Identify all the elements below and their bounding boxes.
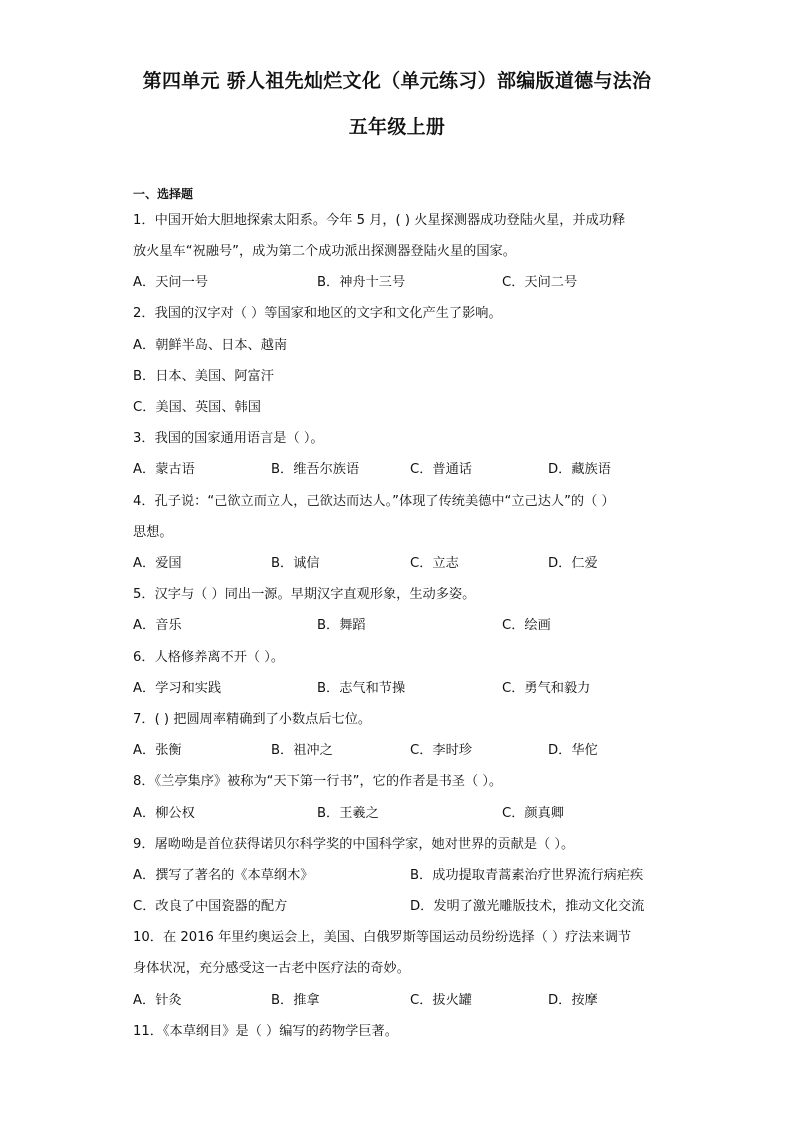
question-8-text: 8．《兰亭集序》被称为“天下第一行书”，它的作者是书圣（ ）。 <box>133 774 503 789</box>
question-7-option-a: A．张衡 <box>133 743 182 758</box>
question-10-option-b: B．推拿 <box>271 993 320 1008</box>
question-1-option-b: B．神舟十三号 <box>317 275 406 290</box>
question-4-text-line1: 4．孔子说：“己欲立而立人，己欲达而达人。”体现了传统美德中“立己达人”的（ ） <box>133 494 615 509</box>
question-9-option-c: C．改良了中国瓷器的配方 <box>133 899 288 914</box>
question-5-option-c: C．绘画 <box>502 618 551 633</box>
question-6-option-b: B．志气和节操 <box>317 681 406 696</box>
question-4-option-d: D．仁爱 <box>548 556 598 571</box>
question-1-text-line1: 1．中国开始大胆地探索太阳系。今年 5 月，( ) 火星探测器成功登陆火星，并成功释 <box>133 213 626 228</box>
question-2-option-b: B．日本、美国、阿富汗 <box>133 369 274 384</box>
question-8-option-b: B．王羲之 <box>317 806 379 821</box>
question-10-option-a: A．针灸 <box>133 993 182 1008</box>
question-3-option-b: B．维吾尔族语 <box>271 462 360 477</box>
question-6-option-c: C．勇气和毅力 <box>502 681 591 696</box>
question-8-option-c: C．颜真卿 <box>502 806 564 821</box>
question-2-option-a: A．朝鲜半岛、日本、越南 <box>133 338 288 353</box>
question-6-option-a: A．学习和实践 <box>133 681 222 696</box>
question-4-text-line2: 思想。 <box>133 525 173 540</box>
question-4-option-b: B．诚信 <box>271 556 320 571</box>
question-7-option-d: D．华佗 <box>548 743 598 758</box>
question-5-option-a: A．音乐 <box>133 618 182 633</box>
question-5-text: 5．汉字与（ ）同出一源。早期汉字直观形象，生动多姿。 <box>133 587 476 602</box>
question-10-option-d: D．按摩 <box>548 993 598 1008</box>
question-2-text: 2．我国的汉字对（ ）等国家和地区的文字和文化产生了影响。 <box>133 306 502 321</box>
question-10-option-c: C．拔火罐 <box>410 993 472 1008</box>
question-2-option-c: C．美国、英国、韩国 <box>133 400 261 415</box>
question-3-option-c: C．普通话 <box>410 462 472 477</box>
question-3-option-a: A．蒙古语 <box>133 462 195 477</box>
question-4-option-c: C．立志 <box>410 556 459 571</box>
question-10-text-line2: 身体状况，充分感受这一古老中医疗法的奇妙。 <box>133 961 410 976</box>
section-heading: 一、选择题 <box>133 187 194 201</box>
question-7-option-c: C．李时珍 <box>410 743 472 758</box>
page-subtitle: 五年级上册 <box>348 116 446 138</box>
question-9-option-b: B．成功提取青蒿素治疗世界流行病疟疾 <box>410 868 644 883</box>
question-5-option-b: B．舞蹈 <box>317 618 366 633</box>
question-9-option-d: D．发明了激光雕版技术，推动文化交流 <box>410 899 645 914</box>
question-6-text: 6．人格修养离不开（ ）。 <box>133 650 285 665</box>
question-1-text-line2: 放火星车“祝融号”，成为第二个成功派出探测器登陆火星的国家。 <box>133 244 516 259</box>
question-3-text: 3．我国的国家通用语言是（ ）。 <box>133 431 324 446</box>
question-9-option-a: A．撰写了著名的《本草纲木》 <box>133 868 314 883</box>
question-7-option-b: B．祖冲之 <box>271 743 333 758</box>
question-1-option-c: C．天问二号 <box>502 275 578 290</box>
question-4-option-a: A．爱国 <box>133 556 182 571</box>
question-8-option-a: A．柳公权 <box>133 806 195 821</box>
question-9-text: 9．屠呦呦是首位获得诺贝尔科学奖的中国科学家，她对世界的贡献是（ ）。 <box>133 837 575 852</box>
question-7-text: 7．( ) 把圆周率精确到了小数点后七位。 <box>133 712 372 727</box>
page-title: 第四单元 骄人祖先灿烂文化（单元练习）部编版道德与法治 <box>142 70 652 92</box>
question-3-option-d: D．藏族语 <box>548 462 611 477</box>
question-1-option-a: A．天问一号 <box>133 275 208 290</box>
question-10-text-line1: 10．在 2016 年里约奥运会上，美国、白俄罗斯等国运动员纷纷选择（ ）疗法来调节 <box>133 930 632 945</box>
question-11-text: 11．《本草纲目》是（ ）编写的药物学巨著。 <box>133 1024 398 1039</box>
